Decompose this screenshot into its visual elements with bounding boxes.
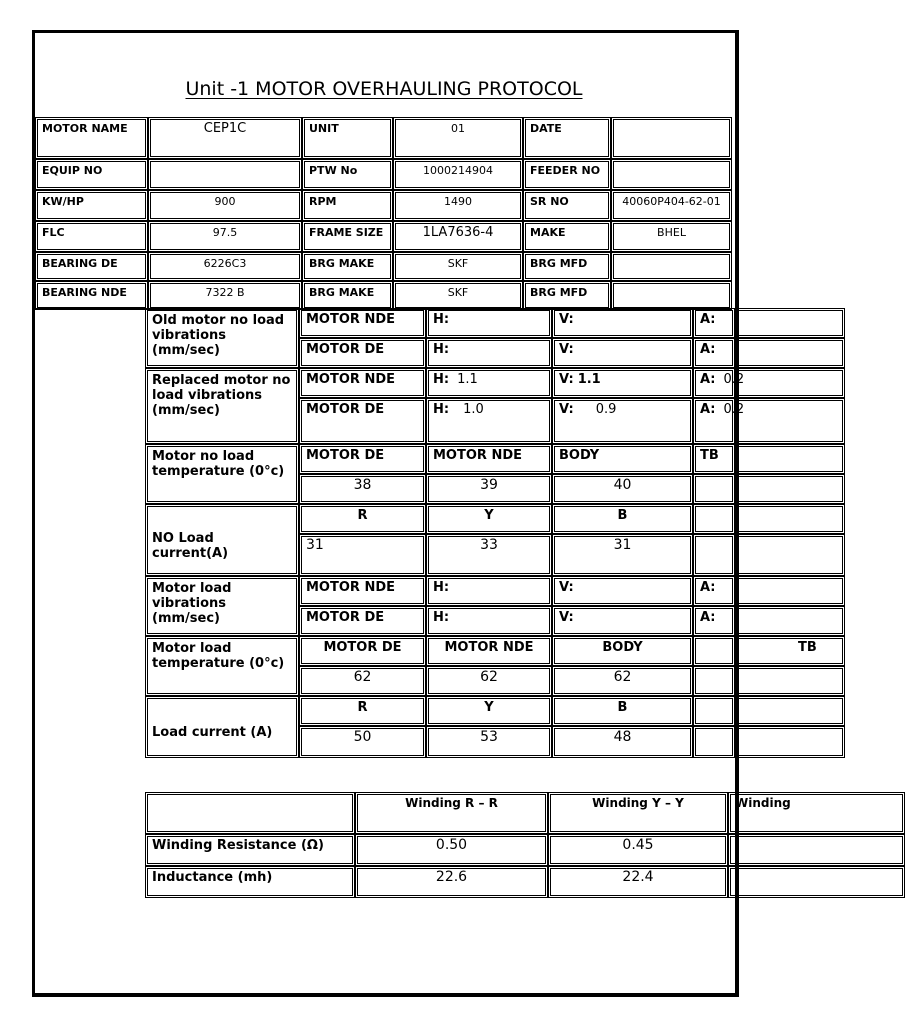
load-vibration-label: Motor load vibrations (mm/sec) <box>145 576 299 636</box>
noload-current-label: NO Load current(A) <box>145 504 299 576</box>
load-current-blank4 <box>735 726 845 758</box>
equip-no-label: EQUIP NO <box>35 159 148 190</box>
date-label: DATE <box>523 117 611 159</box>
load-temp-label: Motor load temperature (0°c) <box>145 636 299 696</box>
load-current-b-value: 48 <box>552 726 693 758</box>
noload-current-blank3 <box>693 534 735 576</box>
bearing-de-value: 6226C3 <box>148 252 302 281</box>
ptw-value: 1000214904 <box>393 159 523 190</box>
brg-make-de-value: SKF <box>393 252 523 281</box>
replaced-vib-de-v: V: 0.9 <box>552 398 693 444</box>
kw-label: KW/HP <box>35 190 148 221</box>
load-current-y-value: 53 <box>426 726 552 758</box>
winding-resistance-label: Winding Resistance (Ω) <box>145 834 355 866</box>
brg-make-de-label: BRG MAKE <box>302 252 393 281</box>
load-current-r-header: R <box>299 696 426 726</box>
noload-current-blank1 <box>693 504 735 534</box>
load-current-label: Load current (A) <box>145 696 299 758</box>
old-vib-de-a: A: <box>693 338 735 368</box>
noload-current-y-value: 33 <box>426 534 552 576</box>
load-vib-nde-h: H: <box>426 576 552 606</box>
noload-current-b-header: B <box>552 504 693 534</box>
replaced-vib-de-a: A: 0.2 <box>693 398 735 444</box>
load-temp-body-value: 62 <box>552 666 693 696</box>
bearing-nde-value: 7322 B <box>148 281 302 310</box>
load-temp-blank <box>693 636 735 666</box>
load-current-blank3 <box>693 726 735 758</box>
brg-mfd-de-label: BRG MFD <box>523 252 611 281</box>
load-vib-nde-a: A: <box>693 576 735 606</box>
brg-mfd-nde-label: BRG MFD <box>523 281 611 310</box>
old-vib-nde-extra <box>735 308 845 338</box>
load-temp-tb-header: TB <box>735 636 845 666</box>
measurements-region <box>145 308 817 766</box>
motor-name-value: CEP1C <box>148 117 302 159</box>
noload-temp-extra2 <box>735 474 845 504</box>
load-temp-nde-header: MOTOR NDE <box>426 636 552 666</box>
old-vib-nde-h: H: <box>426 308 552 338</box>
inductance-third <box>728 866 905 898</box>
old-vib-nde-label: MOTOR NDE <box>299 308 426 338</box>
noload-temp-de-header: MOTOR DE <box>299 444 426 474</box>
noload-current-r-header: R <box>299 504 426 534</box>
old-vib-de-h: H: <box>426 338 552 368</box>
flc-label: FLC <box>35 221 148 252</box>
load-temp-body-header: BODY <box>552 636 693 666</box>
frame-size-value: 1LA7636-4 <box>393 221 523 252</box>
rpm-value: 1490 <box>393 190 523 221</box>
old-vib-nde-v: V: <box>552 308 693 338</box>
kw-value: 900 <box>148 190 302 221</box>
measurements-table <box>145 308 845 758</box>
old-vib-de-v: V: <box>552 338 693 368</box>
noload-temp-nde-header: MOTOR NDE <box>426 444 552 474</box>
replaced-vib-de-label: MOTOR DE <box>299 398 426 444</box>
inductance-label: Inductance (mh) <box>145 866 355 898</box>
old-vib-nde-a: A: <box>693 308 735 338</box>
equip-no-value <box>148 159 302 190</box>
winding-corner <box>145 792 355 834</box>
sr-no-value: 40060P404-62-01 <box>611 190 732 221</box>
load-vib-nde-v: V: <box>552 576 693 606</box>
unit-label: UNIT <box>302 117 393 159</box>
replaced-vib-nde-a: A: 0.2 <box>693 368 735 398</box>
feeder-value <box>611 159 732 190</box>
date-value <box>611 117 732 159</box>
motor-info-table <box>35 117 732 310</box>
replaced-vibration-label: Replaced motor no load vibrations (mm/sec) <box>145 368 299 444</box>
winding-table <box>145 792 905 898</box>
page-title: Unit -1 MOTOR OVERHAULING PROTOCOL <box>185 78 583 100</box>
feeder-label: FEEDER NO <box>523 159 611 190</box>
winding-resistance-rr: 0.50 <box>355 834 548 866</box>
replaced-vib-nde-v: V: 1.1 <box>552 368 693 398</box>
inductance-yy: 22.4 <box>548 866 728 898</box>
old-vibration-label: Old motor no load vibrations (mm/sec) <box>145 308 299 368</box>
brg-mfd-de-value <box>611 252 732 281</box>
winding-yy-header: Winding Y – Y <box>548 792 728 834</box>
noload-current-y-header: Y <box>426 504 552 534</box>
noload-temp-label: Motor no load temperature (0°c) <box>145 444 299 504</box>
winding-resistance-yy: 0.45 <box>548 834 728 866</box>
section-divider <box>35 308 145 309</box>
load-current-r-value: 50 <box>299 726 426 758</box>
noload-temp-extra <box>735 444 845 474</box>
inductance-rr: 22.6 <box>355 866 548 898</box>
load-vib-de-label: MOTOR DE <box>299 606 426 636</box>
load-temp-tb-value <box>693 666 735 696</box>
noload-current-b-value: 31 <box>552 534 693 576</box>
noload-current-r-value: 31 <box>299 534 426 576</box>
noload-temp-nde-value: 39 <box>426 474 552 504</box>
noload-temp-tb-value <box>693 474 735 504</box>
noload-temp-tb-header: TB <box>693 444 735 474</box>
motor-name-label: MOTOR NAME <box>35 117 148 159</box>
load-temp-extra <box>735 666 845 696</box>
make-value: BHEL <box>611 221 732 252</box>
replaced-vib-nde-extra <box>735 368 845 398</box>
make-label: MAKE <box>523 221 611 252</box>
old-vib-de-extra <box>735 338 845 368</box>
replaced-vib-nde-label: MOTOR NDE <box>299 368 426 398</box>
replaced-vib-de-h: H: 1.0 <box>426 398 552 444</box>
bearing-de-label: BEARING DE <box>35 252 148 281</box>
flc-value: 97.5 <box>148 221 302 252</box>
brg-mfd-nde-value <box>611 281 732 310</box>
ptw-label: PTW No <box>302 159 393 190</box>
winding-third-header: Winding <box>728 792 905 834</box>
winding-resistance-third <box>728 834 905 866</box>
load-temp-de-value: 62 <box>299 666 426 696</box>
noload-current-blank2 <box>735 504 845 534</box>
unit-value: 01 <box>393 117 523 159</box>
noload-temp-body-header: BODY <box>552 444 693 474</box>
load-current-b-header: B <box>552 696 693 726</box>
brg-make-nde-label: BRG MAKE <box>302 281 393 310</box>
bearing-nde-label: BEARING NDE <box>35 281 148 310</box>
load-vib-nde-extra <box>735 576 845 606</box>
load-vib-nde-label: MOTOR NDE <box>299 576 426 606</box>
noload-temp-de-value: 38 <box>299 474 426 504</box>
load-temp-nde-value: 62 <box>426 666 552 696</box>
frame-size-label: FRAME SIZE <box>302 221 393 252</box>
load-vib-de-v: V: <box>552 606 693 636</box>
noload-current-blank4 <box>735 534 845 576</box>
winding-rr-header: Winding R – R <box>355 792 548 834</box>
noload-temp-body-value: 40 <box>552 474 693 504</box>
load-vib-de-extra <box>735 606 845 636</box>
winding-region <box>145 792 791 900</box>
old-vib-de-label: MOTOR DE <box>299 338 426 368</box>
load-current-y-header: Y <box>426 696 552 726</box>
load-current-blank1 <box>693 696 735 726</box>
brg-make-nde-value: SKF <box>393 281 523 310</box>
replaced-vib-de-extra <box>735 398 845 444</box>
load-temp-de-header: MOTOR DE <box>299 636 426 666</box>
load-vib-de-h: H: <box>426 606 552 636</box>
rpm-label: RPM <box>302 190 393 221</box>
load-current-blank2 <box>735 696 845 726</box>
replaced-vib-nde-h: H: 1.1 <box>426 368 552 398</box>
sr-no-label: SR NO <box>523 190 611 221</box>
load-vib-de-a: A: <box>693 606 735 636</box>
